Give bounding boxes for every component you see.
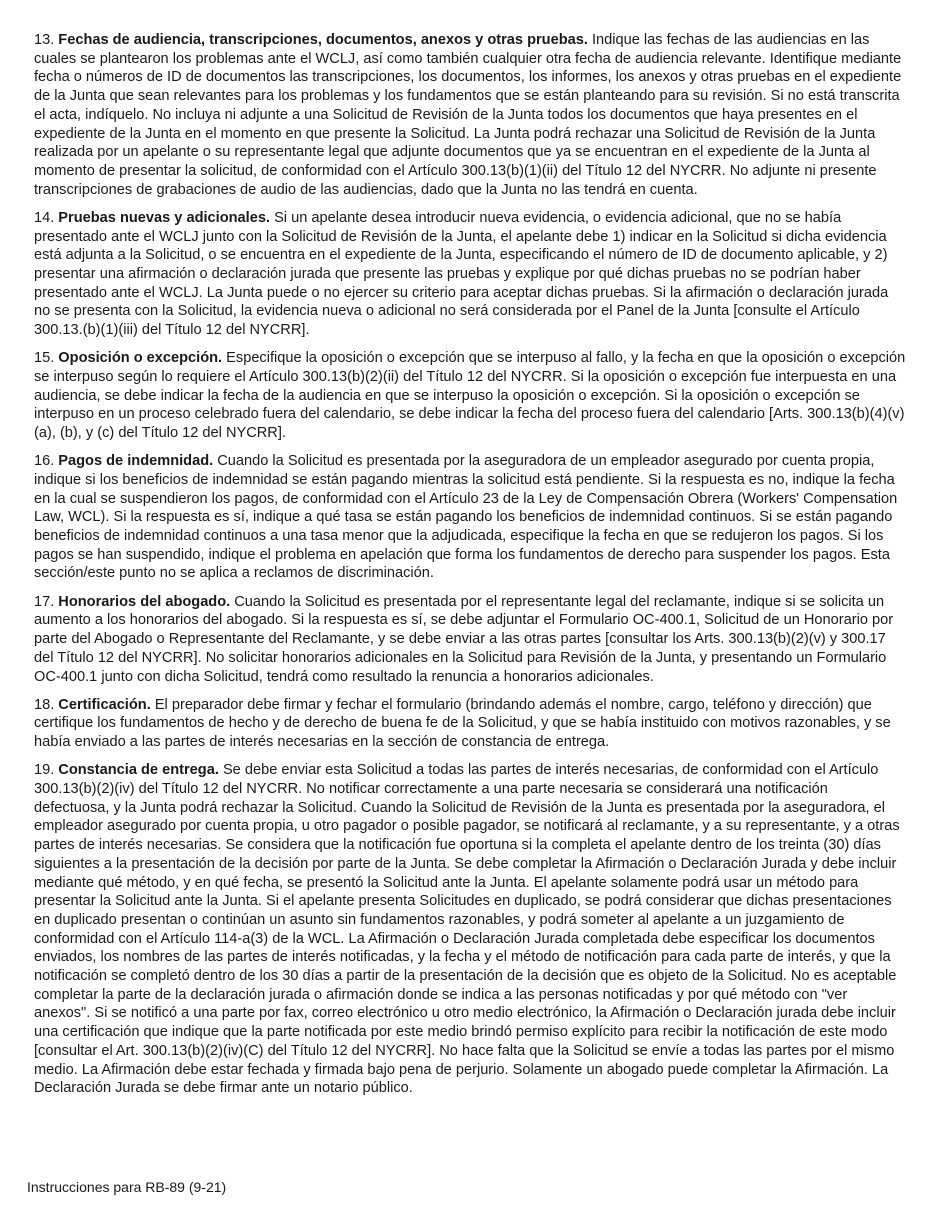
section-heading: Pruebas nuevas y adicionales. [58,209,271,226]
section-18 [34,696,906,752]
section-19 [34,761,906,1098]
section-heading: Oposición o excepción. [58,350,223,367]
page-footer: Instrucciones para RB-89 (9-21) [27,1179,227,1195]
section-number: 16. [34,453,55,470]
section-body: Si un apelante desea introducir nueva evidencia, o evidencia adicional, que no se había presentado ante el WCLJ junto con la Solicitud de Revisión de la Junta, el apelante debe 1) indicar en la Solicitud si dicha evidencia está adjunta a la Solicitud, o se encuentra en el expediente de la Junta, especificando el número de ID de documento aplicable, y 2) presentar una afirmación o declaración jurada que presente las pruebas y explique por qué dichas pruebas no se podrían haber presentado ante el WCLJ. La Junta puede o no ejercer su criterio para aceptar dichas pruebas. Si la afirmación o declaración jurada no se presenta con la Solicitud, la evidencia nueva o adicional no será considerada por el Panel de la Junta [consulte el Artículo 300.13.(b)(1)(iii) del Título 12 del NYCRR]. [34,209,889,339]
section-body: Cuando la Solicitud es presentada por la aseguradora de un empleador asegurado por cuenta propia, indique si los beneficios de indemnidad se están pagando mientras la solicitud está pendiente. Si la respuesta es no, indique la fecha en la cual se suspendieron los pagos, de conformidad con el Artículo 23 de la Ley de Compensación Obrera (Workers' Compensation Law, WCL). Si la respuesta es sí, indique a qué tasa se están pagando los beneficios de indemnidad continuos. Si se están pagando beneficios de indemnidad continuos a una tasa menor que la adjudicada, especifique la fecha en que se redujeron los pagos. Si los pagos se han suspendido, indique el problema en apelación que forma los fundamentos de derecho para suspender los pagos. Esta sección/este punto no se aplica a reclamos de discriminación. [34,453,898,582]
section-heading: Fechas de audiencia, transcripciones, documentos, anexos y otras pruebas. [58,32,588,48]
section-number: 19. [34,762,55,779]
section-17 [34,593,906,687]
section-heading: Constancia de entrega. [58,762,219,779]
section-number: 14. [34,209,55,226]
section-heading: Certificación. [58,696,151,713]
section-16 [34,452,906,583]
section-body: Especifique la oposición o excepción que se interpuso al fallo, y la fecha en que la oposición o excepción se interpuso según lo requiere el Artículo 300.13(b)(2)(ii) del Título 12 del NYCRR. Si la oposición o excepción fue interpuesta en una audiencia, se debe indicar la fecha de la audiencia en que se interpuso la oposición o excepción. Si la oposición o excepción se interpuso en un proceso celebrado fuera del calendario, se debe indicar la fecha del proceso fuera del calendario [Arts. 300.13(b)(4)(v)(a), (b), y (c) del Título 12 del NYCRR]. [34,350,906,442]
section-heading: Honorarios del abogado. [58,593,231,610]
section-number: 17. [34,593,55,610]
section-body: Indique las fechas de las audiencias en las cuales se plantearon los problemas ante el WCLJ, así como también cualquier otra fecha de audiencia relevante. Identifique mediante fecha o números de ID de documentos las transcripciones, los documentos, los informes, los anexos y otras pruebas en el expediente de la Junta que sean relevantes para los problemas y los fundamentos que se están planteando para su revisión. Si no está transcrita el acta, indíquelo. No incluya ni adjunte a una Solicitud de Revisión de la Junta todos los documentos que haya presentes en el expediente de la Junta en el momento en que presente la Solicitud. La Junta podrá rechazar una Solicitud de Revisión de la Junta realizada por un apelante o su representante legal que adjunte documentos que ya se encuentran en el expediente de la Junta al momento de presentar la solicitud, de conformidad con el Artículo 300.13(b)(1)(ii) del Título 12 del NYCRR. No adjunte ni presente transcripciones de grabaciones de audio de las audiencias, dado que la Junta no las tendrá en cuenta. [34,32,902,198]
instructions-page [34,31,906,1107]
section-body: Cuando la Solicitud es presentada por el representante legal del reclamante, indique si se solicita un aumento a los honorarios del abogado. Si la respuesta es sí, se debe adjuntar el Formulario OC-400.1, Solicitud de un Honorario por parte del Abogado o Representante del Reclamante, y se debe enviar a las otras partes [consultar los Arts. 300.13(b)(2)(v) y 300.17 del Título 12 del NYCRR]. No solicitar honorarios adicionales en la Solicitud para Revisión de la Junta, y presentando un Formulario OC-400.1 junto con dicha Solicitud, tendrá como resultado la renuncia a honorarios adicionales. [34,593,894,685]
section-body: El preparador debe firmar y fechar el formulario (brindando además el nombre, cargo, teléfono y dirección) que certifique los fundamentos de hecho y de derecho de buena fe de la Solicitud, y que se había instituido con motivos razonables, y se había enviado a las partes de interés necesarias en la sección de constancia de entrega. [34,696,891,751]
section-13 [34,31,906,199]
section-heading: Pagos de indemnidad. [58,453,214,470]
section-15 [34,349,906,443]
section-body: Se debe enviar esta Solicitud a todas las partes de interés necesarias, de conformidad con el Artículo 300.13(b)(2)(iv) del Título 12 del NYCRR. No notificar correctamente a una parte necesaria se considerará una notificación defectuosa, y la Junta podrá rechazar la Solicitud. Cuando la Solicitud de Revisión de la Junta es presentada por la aseguradora, el empleador asegurado por cuenta propia, u otro pagador o posible pagador, se notificará al reclamante, y a su representante, y a otras partes de interés necesarias. Se considera que la notificación fue oportuna si la completa el apelante dentro de los treinta (30) días siguientes a la presentación de la decisión por parte de la Junta. Se debe completar la Afirmación o Declaración Jurada y debe incluir mediante qué método, y en qué fecha, se presentó la Solicitud ante la Junta. El apelante solamente podrá usar un método para presentar la Solicitud ante la Junta. Si el apelante presenta Solicitudes en duplicado, se podrá considerar que dichas presentaciones en duplicado presentan o continúan un asunto sin fundamentos razonables, y podrá someter al apelante a un juzgamiento de conformidad con el Artículo 114-a(3) de la WCL. La Afirmación o Declaración Jurada completada debe especificar los documentos enviados, los nombres de las partes de interés notificadas, y la fecha y el método de notificación para cada parte de interés, y que la notificación se completó dentro de los 30 días a partir de la presentación de la decisión que es objeto de la Solicitud. No es aceptable completar la parte de la declaración jurada o afirmación donde se indica a las personas notificadas y por qué método con "ver anexos". Si se notificó a una parte por fax, correo electrónico u otro medio electrónico, la Afirmación o Declaración jurada debe incluir una certificación que indique que la parte notificada por este medio brindó permiso explícito para recibir la notificación de este modo [consultar el Art. 300.13(b)(2)(iv)(C) del Título 12 del NYCRR]. No hace falta que la Solicitud se envíe a todas las partes por el mismo medio. La Afirmación debe estar fechada y firmada bajo pena de perjurio. Solamente un abogado puede completar la Afirmación. La Declaración Jurada se debe firmar ante un notario público. [34,762,900,1097]
section-number: 18. [34,696,55,713]
section-number: 13. [34,32,55,48]
section-14 [34,209,906,340]
section-number: 15. [34,350,55,367]
